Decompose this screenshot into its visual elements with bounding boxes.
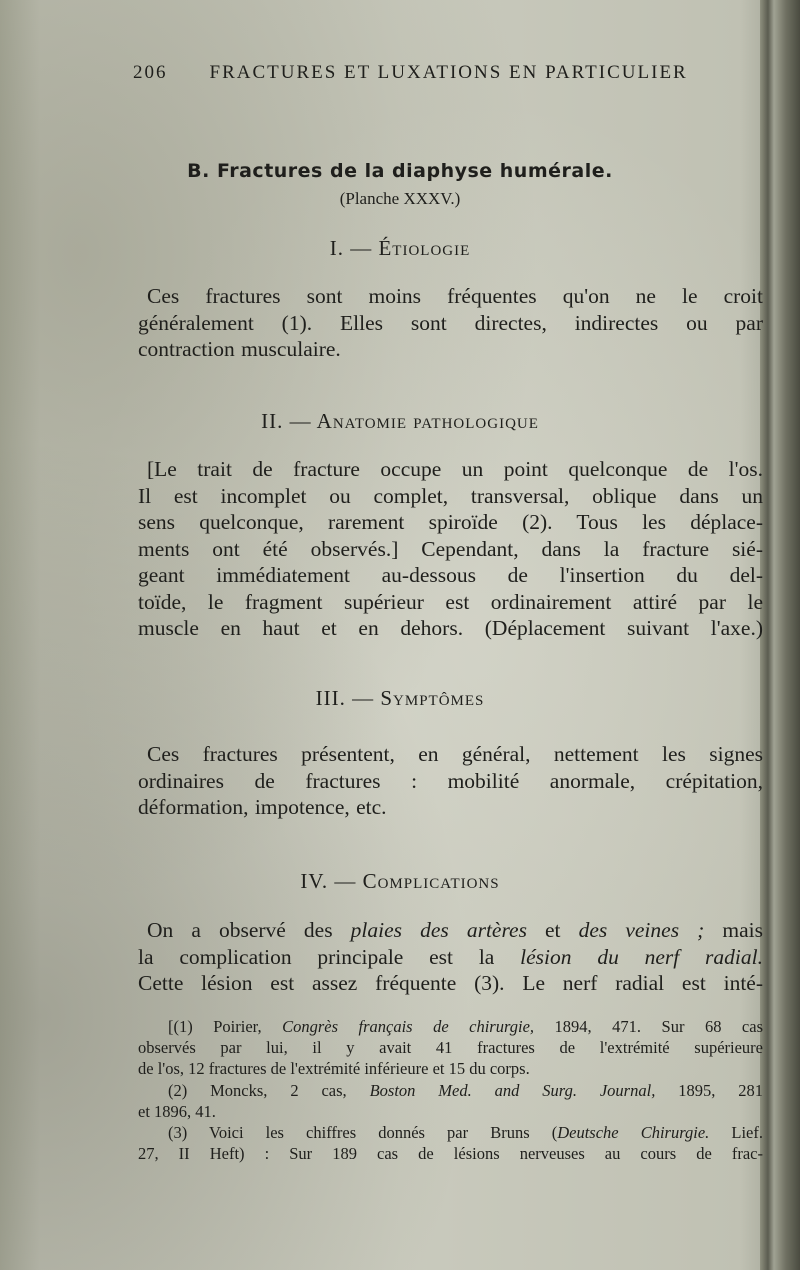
paragraph-etiologie (138, 283, 763, 363)
text-line: contraction musculaire. (138, 337, 341, 361)
italic-term: des veines ; (578, 918, 705, 942)
footnote-line: de l'os, 12 fractures de l'extrémité inférieure et 15 du corps. (138, 1059, 530, 1079)
text-line: sens quelconque, rarement spiroïde (2). Tous les déplace- (138, 510, 763, 534)
running-title: FRACTURES ET LUXATIONS EN PARTICULIER (209, 62, 688, 83)
text-line: ments ont été observés.] Cependant, dans la fracture sié- (138, 536, 763, 561)
footnote-line: observés par lui, il y avait 41 fractures de l'extrémité supérieure (138, 1038, 763, 1058)
text-line: geant immédiatement au-dessous de l'insertion du del- (138, 563, 763, 587)
heading-anatomie-pathologique: II. — Anatomie pathologique (261, 409, 539, 433)
paragraph-complications (138, 917, 763, 997)
footnote-line: 27, II Heft) : Sur 189 cas de lésions nerveuses au cours de frac- (138, 1144, 763, 1164)
heading-symptomes: III. — Symptômes (315, 686, 485, 710)
plate-reference: (Planche XXXV.) (339, 189, 461, 208)
text-line: toïde, le fragment supérieur est ordinairement attiré par le (138, 589, 763, 614)
paragraph-anatomie (138, 456, 763, 642)
section-title: B. Fractures de la diaphyse humérale. (187, 160, 613, 182)
text-line: généralement (1). Elles sont directes, indirectes ou par (138, 310, 763, 335)
text-line: Ces fractures présentent, en général, nettement les signes (147, 742, 763, 766)
footnote-1: [(1) Poirier, Congrès français de chirurgie, 1894, 471. Sur 68 cas (168, 1017, 763, 1036)
text-line: Ces fractures sont moins fréquentes qu'on ne le croit (147, 284, 763, 308)
text-line: [Le trait de fracture occupe un point quelconque de l'os. (147, 457, 763, 481)
text-line: Cette lésion est assez fréquente (3). Le nerf radial est inté- (138, 971, 763, 995)
text-line: Il est incomplet ou complet, transversal, oblique dans un (138, 483, 763, 508)
page-number: 206 (133, 62, 168, 83)
footnote-3: (3) Voici les chiffres donnés par Bruns (Deutsche Chirurgie. Lief. (168, 1123, 764, 1143)
paragraph-symptomes (138, 741, 763, 821)
footnote-2: (2) Moncks, 2 cas, Boston Med. and Surg. Journal, 1895, 281 (168, 1080, 763, 1100)
running-head (133, 62, 733, 84)
footnote-line: et 1896, 41. (138, 1101, 216, 1121)
text-line: ordinaires de fractures : mobilité anormale, crépitation, (138, 768, 763, 793)
footnotes (138, 1016, 763, 1164)
text-line: déformation, impotence, etc. (138, 795, 387, 819)
heading-etiologie: I. — Étiologie (329, 236, 471, 260)
italic-term: lésion du nerf radial. (520, 944, 763, 969)
text-line: On a observé des plaies des artères et des veines ; mais (147, 918, 763, 942)
text-line: la complication principale est la lésion du nerf radial. (138, 944, 763, 969)
italic-term: plaies des artères (350, 918, 527, 942)
heading-complications: IV. — Complications (300, 869, 500, 893)
text-line: muscle en haut et en dehors. (Déplacement suivant l'axe.) (138, 616, 763, 640)
